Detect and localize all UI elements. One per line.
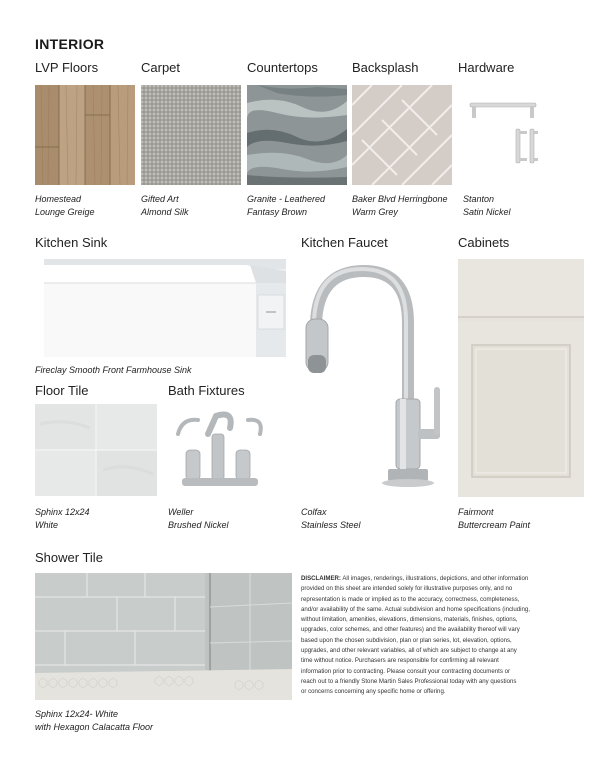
disclaimer-label: DISCLAIMER:	[301, 575, 341, 582]
carpet-swatch	[141, 85, 241, 185]
shower-tile-caption: Sphinx 12x24- White with Hexagon Calacatta Floor	[35, 709, 154, 732]
shower-tile-swatch	[35, 573, 292, 700]
hardware-heading: Hardware	[458, 60, 515, 75]
lvp-floors-swatch	[35, 85, 135, 185]
cabinets-heading: Cabinets	[458, 235, 510, 250]
carpet-heading: Carpet	[141, 60, 181, 75]
backsplash-heading: Backsplash	[352, 60, 419, 75]
kitchen-faucet-caption: Colfax Stainless Steel	[301, 507, 361, 530]
bath-fixtures-swatch	[168, 404, 290, 496]
carpet-caption: Gifted Art Almond Silk	[141, 194, 189, 217]
disclaimer-line: without limitation, amenities, elevations, dimensions, materials, finishes, options,	[301, 616, 518, 624]
cabinets-swatch	[458, 259, 584, 497]
bath-fixtures-caption: Weller Brushed Nickel	[168, 507, 229, 530]
lvp-floors-heading: LVP Floors	[35, 60, 99, 75]
disclaimer-line: upgrades, and other relevant variables, all of which are subject to change at any	[301, 647, 517, 655]
disclaimer-line: upgrades, color schemes, and other features) and the availability thereof will vary	[301, 626, 520, 634]
disclaimer-line: time without notice. Purchasers are responsible for confirming all relevant	[301, 657, 499, 665]
lvp-floors-caption: Homestead Lounge Greige	[35, 194, 95, 217]
countertops-heading: Countertops	[247, 60, 318, 75]
shower-tile-heading: Shower Tile	[35, 550, 103, 565]
floor-tile-caption: Sphinx 12x24 White	[35, 507, 90, 530]
page-title: INTERIOR	[35, 36, 105, 52]
countertops-caption: Granite - Leathered Fantasy Brown	[247, 194, 326, 217]
kitchen-sink-heading: Kitchen Sink	[35, 235, 108, 250]
countertops-swatch	[247, 85, 347, 185]
kitchen-sink-caption: Fireclay Smooth Front Farmhouse Sink	[35, 365, 192, 375]
bath-fixtures-heading: Bath Fixtures	[168, 383, 245, 398]
floor-tile-heading: Floor Tile	[35, 383, 89, 398]
backsplash-swatch	[352, 85, 452, 185]
disclaimer-line: based upon the chosen subdivision, plan or plan series, lot, elevation, options,	[301, 636, 512, 644]
disclaimer-line: provided on this sheet are intended solely for illustrative purposes only, and no	[301, 585, 513, 593]
disclaimer-line: representation is made or implied as to the accuracy, correctness, completeness,	[301, 595, 520, 603]
disclaimer	[301, 574, 571, 698]
disclaimer-line: or concerns concerning any specific home or offering.	[301, 688, 446, 696]
kitchen-faucet-swatch	[300, 259, 452, 497]
disclaimer-line: reach out to a friendly Stone Martin Sales Professional today with any questions	[301, 677, 517, 685]
hardware-caption: Stanton Satin Nickel	[463, 194, 511, 217]
cabinets-caption: Fairmont Buttercream Paint	[458, 507, 531, 530]
disclaimer-line: All images, renderings, illustrations, depictions, and other information	[342, 575, 529, 582]
kitchen-sink-swatch	[44, 259, 286, 357]
backsplash-caption: Baker Blvd Herringbone Warm Grey	[352, 194, 448, 217]
floor-tile-swatch	[35, 404, 157, 496]
hardware-swatch	[458, 85, 558, 185]
kitchen-faucet-heading: Kitchen Faucet	[301, 235, 388, 250]
disclaimer-line: and/or availability of the same. Actual subdivision and home specifications (including,	[301, 605, 530, 613]
disclaimer-line: information prior to contracting. Please consult your contracting documents or	[301, 667, 510, 675]
